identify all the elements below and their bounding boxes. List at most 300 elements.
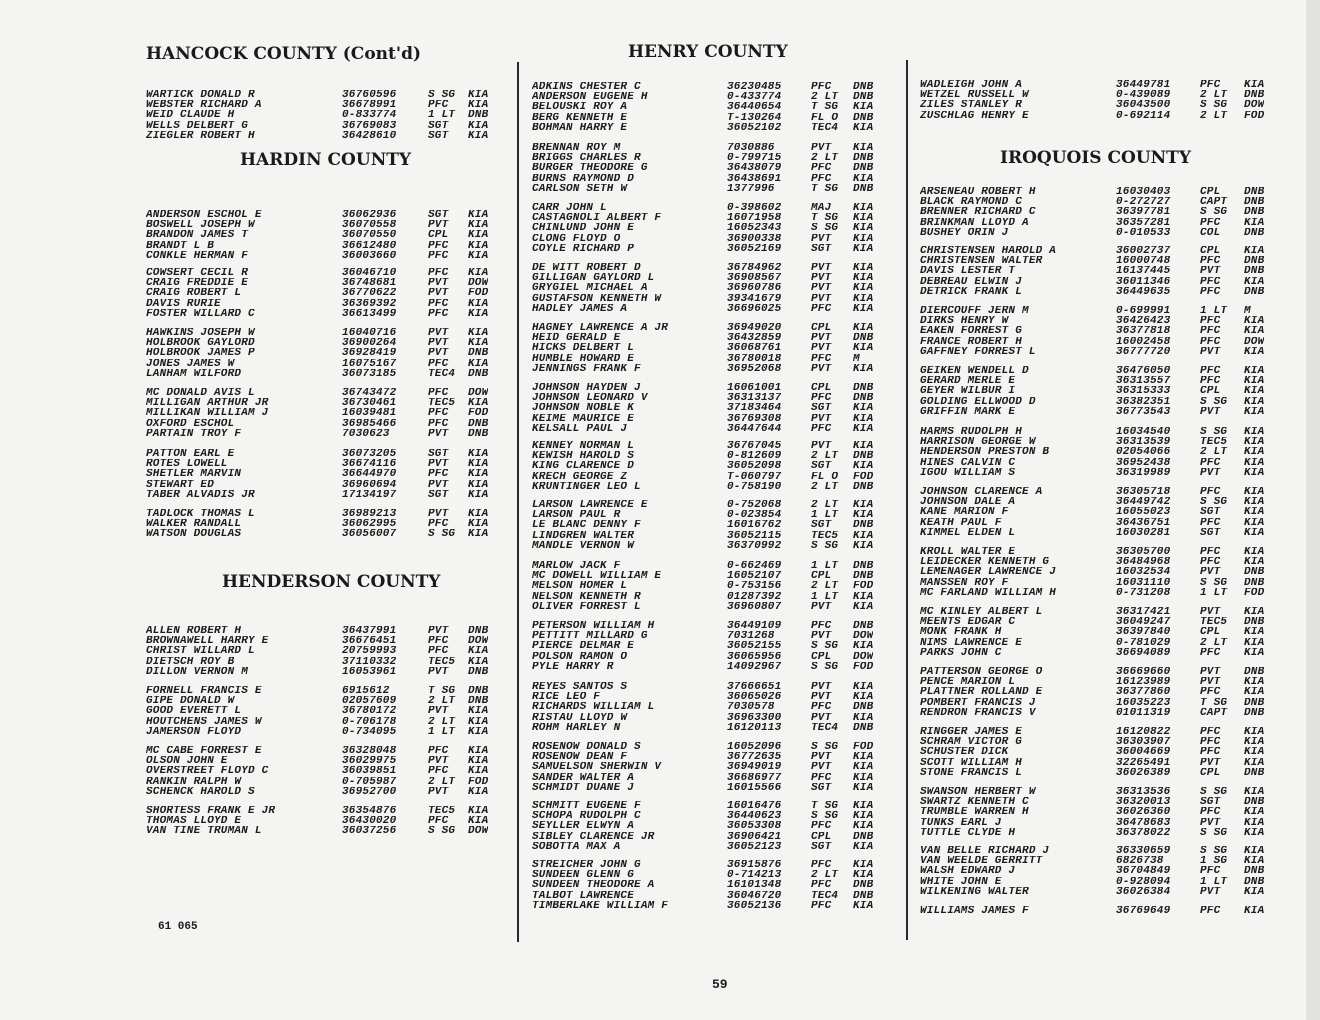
status-cell: KIA <box>1244 687 1265 698</box>
name-cell: SAMUELSON SHERWIN V <box>532 762 662 773</box>
casualty-row <box>532 631 873 641</box>
serial-cell: 36026384 <box>1116 886 1171 897</box>
serial-cell: 16016762 <box>727 520 782 531</box>
casualty-row <box>920 80 1264 90</box>
status-cell: DNB <box>853 153 874 164</box>
serial-cell: 36377860 <box>1116 687 1171 698</box>
casualty-row <box>532 143 873 153</box>
status-cell: DOW <box>1244 100 1265 111</box>
serial-cell: 0-705987 <box>342 776 397 787</box>
rank-cell: T SG <box>1200 697 1228 708</box>
rank-cell: 2 LT <box>1200 110 1228 121</box>
casualty-row <box>532 801 873 811</box>
rank-cell: TEC5 <box>428 806 456 817</box>
name-cell: SUNDEEN GLENN G <box>532 870 635 881</box>
name-cell: SCHOPA RUDOLPH C <box>532 811 641 822</box>
serial-cell: 36678991 <box>342 100 397 111</box>
rank-cell: PFC <box>428 308 449 319</box>
name-cell: DIETSCH ROY B <box>146 656 235 667</box>
casualty-group <box>532 203 873 254</box>
rank-cell: 1 LT <box>811 510 839 521</box>
rank-cell: PVT <box>811 263 832 274</box>
name-cell: REYES SANTOS S <box>532 682 628 693</box>
serial-cell: 37183464 <box>727 403 782 414</box>
rank-cell: PFC <box>428 358 449 369</box>
serial-cell: 0-272727 <box>1116 197 1171 208</box>
casualty-row <box>146 369 488 379</box>
name-cell: SWARTZ KENNETH C <box>920 797 1029 808</box>
status-cell: KIA <box>1244 807 1265 818</box>
serial-cell: 36065956 <box>727 651 782 662</box>
name-cell: PLATTNER ROLLAND E <box>920 687 1043 698</box>
name-cell: OLIVER FORREST L <box>532 601 641 612</box>
casualty-row <box>146 230 488 240</box>
casualty-row <box>532 891 873 901</box>
casualty-row <box>920 90 1264 100</box>
name-cell: WETZEL RUSSELL W <box>920 90 1029 101</box>
serial-cell: 01287392 <box>727 591 782 602</box>
serial-cell: 16035223 <box>1116 697 1171 708</box>
rank-cell: 2 LT <box>1200 90 1228 101</box>
status-cell: DNB <box>853 561 874 572</box>
serial-cell: 36438079 <box>727 163 782 174</box>
serial-cell: 36447644 <box>727 423 782 434</box>
status-cell: KIA <box>853 540 874 551</box>
rank-cell: 1 LT <box>811 591 839 602</box>
name-cell: RICHARDS WILLIAM L <box>532 702 655 713</box>
rank-cell: PFC <box>1200 737 1221 748</box>
status-cell: DNB <box>853 393 874 404</box>
name-cell: PYLE HARRY R <box>532 661 614 672</box>
casualty-row <box>146 509 488 519</box>
name-cell: KENNEY NORMAN L <box>532 441 635 452</box>
casualty-row <box>532 783 873 793</box>
serial-cell: 36052102 <box>727 122 782 133</box>
casualty-row <box>920 877 1264 887</box>
serial-cell: 36769649 <box>1116 906 1171 917</box>
serial-cell: 0-799715 <box>727 153 782 164</box>
serial-cell: 36370992 <box>727 540 782 551</box>
status-cell: KIA <box>853 860 874 871</box>
name-cell: ROSENOW DEAN F <box>532 752 628 763</box>
casualty-row <box>146 756 488 766</box>
casualty-row <box>146 398 488 408</box>
status-cell: KIA <box>1244 677 1265 688</box>
status-cell: KIA <box>1244 627 1265 638</box>
serial-cell: 16052343 <box>727 223 782 234</box>
status-cell: KIA <box>468 328 489 339</box>
name-cell: HADLEY JAMES A <box>532 303 628 314</box>
serial-cell: 36430020 <box>342 816 397 827</box>
status-cell: KIA <box>468 746 489 757</box>
casualty-row <box>532 860 873 870</box>
status-cell: DNB <box>1244 866 1265 877</box>
serial-cell: 36378022 <box>1116 827 1171 838</box>
rank-cell: PVT <box>1200 886 1221 897</box>
rank-cell: CPL <box>1200 767 1221 778</box>
name-cell: JENNINGS FRANK F <box>532 363 641 374</box>
rank-cell: S SG <box>811 811 839 822</box>
name-cell: DETRICK FRANK L <box>920 286 1023 297</box>
name-cell: BRENNER RICHARD C <box>920 207 1036 218</box>
rank-cell: PFC <box>1200 457 1221 468</box>
casualty-row <box>532 870 873 880</box>
casualty-row <box>920 617 1264 627</box>
rank-cell: 2 LT <box>811 451 839 462</box>
status-cell: KIA <box>1244 727 1265 738</box>
serial-cell: 36949019 <box>727 762 782 773</box>
name-cell: LARSON LAWRENCE E <box>532 500 648 511</box>
status-cell: KIA <box>468 240 489 251</box>
casualty-group <box>920 667 1264 718</box>
name-cell: GOOD EVERETT L <box>146 706 242 717</box>
rank-cell: 1 LT <box>1200 587 1228 598</box>
rank-cell: PFC <box>428 646 449 657</box>
rank-cell: PVT <box>811 143 832 154</box>
serial-cell: 0-734095 <box>342 726 397 737</box>
casualty-row <box>920 256 1264 266</box>
name-cell: SIBLEY CLARENCE JR <box>532 831 655 842</box>
name-cell: RANKIN RALPH W <box>146 776 242 787</box>
name-cell: ROTES LOWELL <box>146 459 228 470</box>
casualty-row <box>146 268 488 278</box>
rank-cell: PFC <box>428 250 449 261</box>
status-cell: KIA <box>468 268 489 279</box>
status-cell: KIA <box>1244 487 1265 498</box>
status-cell: KIA <box>1244 827 1265 838</box>
casualty-row <box>920 266 1264 276</box>
rank-cell: S SG <box>811 540 839 551</box>
casualty-row <box>532 652 873 662</box>
rank-cell: CPL <box>811 831 832 842</box>
rank-cell: PFC <box>1200 547 1221 558</box>
casualty-row <box>532 414 873 424</box>
serial-cell: 36070558 <box>342 220 397 231</box>
status-cell: KIA <box>853 461 874 472</box>
serial-cell: 36769308 <box>727 413 782 424</box>
casualty-row <box>920 518 1264 528</box>
rank-cell: PVT <box>428 756 449 767</box>
rank-cell: PFC <box>1200 256 1221 267</box>
rank-cell: 2 LT <box>811 481 839 492</box>
name-cell: MC CABE FORREST E <box>146 746 262 757</box>
rank-cell: 1 LT <box>811 561 839 572</box>
casualty-group <box>532 742 873 793</box>
rank-cell: FL O <box>811 112 839 123</box>
name-cell: ARSENEAU ROBERT H <box>920 187 1036 198</box>
casualty-row <box>532 561 873 571</box>
name-cell: JAMERSON FLOYD <box>146 726 242 737</box>
name-cell: MONK FRANK H <box>920 627 1002 638</box>
serial-cell: 16052107 <box>727 571 782 582</box>
casualty-row <box>920 218 1264 228</box>
rank-cell: PFC <box>811 772 832 783</box>
casualty-row <box>146 309 488 319</box>
casualty-row <box>532 821 873 831</box>
rank-cell: TEC4 <box>811 722 839 733</box>
status-cell: KIA <box>1244 557 1265 568</box>
status-cell: KIA <box>468 220 489 231</box>
rank-cell: S SG <box>1200 787 1228 798</box>
name-cell: WHITE JOHN E <box>920 876 1002 887</box>
serial-cell: 39341679 <box>727 293 782 304</box>
serial-cell: 36029975 <box>342 756 397 767</box>
name-cell: WATSON DOUGLAS <box>146 529 242 540</box>
status-cell: DNB <box>853 451 874 462</box>
status-cell: KIA <box>1244 326 1265 337</box>
column-divider <box>517 62 519 942</box>
name-cell: CHINLUND JOHN E <box>532 223 635 234</box>
name-cell: DAVIS LESTER T <box>920 266 1016 277</box>
serial-cell: 36767045 <box>727 441 782 452</box>
name-cell: CARR JOHN L <box>532 203 607 214</box>
name-cell: SHORTESS FRANK E JR <box>146 806 276 817</box>
casualty-row <box>532 752 873 762</box>
rank-cell: CPL <box>1200 386 1221 397</box>
name-cell: GRYGIEL MICHAEL A <box>532 283 648 294</box>
name-cell: KEIME MAURICE E <box>532 413 635 424</box>
rank-cell: SGT <box>428 130 449 141</box>
rank-cell: FL O <box>811 471 839 482</box>
name-cell: MILLIGAN ARTHUR JR <box>146 398 269 409</box>
name-cell: NIMS LAWRENCE E <box>920 637 1023 648</box>
status-cell: KIA <box>1244 437 1265 448</box>
casualty-row <box>532 263 873 273</box>
serial-cell: 36449781 <box>1116 80 1171 91</box>
serial-cell: 17134197 <box>342 489 397 500</box>
rank-cell: PFC <box>811 860 832 871</box>
status-cell: KIA <box>853 223 874 234</box>
serial-cell: 36963300 <box>727 712 782 723</box>
name-cell: BOHMAN HARRY E <box>532 122 628 133</box>
status-cell: DNB <box>1244 90 1265 101</box>
county-heading-hardin: HARDIN COUNTY <box>240 150 412 170</box>
casualty-row <box>146 419 488 429</box>
casualty-group <box>920 846 1264 897</box>
rank-cell: PFC <box>428 469 449 480</box>
serial-cell: 0-812609 <box>727 451 782 462</box>
name-cell: KROLL WALTER E <box>920 547 1016 558</box>
page-number: 59 <box>712 977 728 992</box>
status-cell: DNB <box>1244 207 1265 218</box>
rank-cell: 2 LT <box>1200 637 1228 648</box>
casualty-group <box>920 487 1264 538</box>
serial-cell: 36315333 <box>1116 386 1171 397</box>
name-cell: KRUNTINGER LEO L <box>532 481 641 492</box>
casualty-row <box>532 213 873 223</box>
casualty-row <box>532 403 873 413</box>
rank-cell: PVT <box>428 509 449 520</box>
status-cell: KIA <box>468 489 489 500</box>
status-cell: DOW <box>853 651 874 662</box>
name-cell: JOHNSON HAYDEN J <box>532 383 641 394</box>
serial-cell: 36320013 <box>1116 797 1171 808</box>
serial-cell: 36928419 <box>342 348 397 359</box>
status-cell: KIA <box>468 656 489 667</box>
status-cell: KIA <box>1244 906 1265 917</box>
rank-cell: 1 LT <box>428 110 456 121</box>
casualty-row <box>920 567 1264 577</box>
casualty-row <box>920 287 1264 297</box>
rank-cell: SGT <box>811 520 832 531</box>
casualty-row <box>920 797 1264 807</box>
status-cell: KIA <box>1244 886 1265 897</box>
name-cell: BRIGGS CHARLES R <box>532 153 641 164</box>
casualty-row <box>146 408 488 418</box>
name-cell: PARTAIN TROY F <box>146 428 242 439</box>
serial-cell: 36989213 <box>342 509 397 520</box>
name-cell: RINGGER JAMES E <box>920 727 1023 738</box>
status-cell: KIA <box>1244 856 1265 867</box>
rank-cell: S SG <box>428 826 456 837</box>
casualty-row <box>920 316 1264 326</box>
casualty-group <box>532 383 873 434</box>
name-cell: STEWART ED <box>146 479 215 490</box>
serial-cell: 36328048 <box>342 746 397 757</box>
serial-cell: 0-753156 <box>727 581 782 592</box>
status-cell: KIA <box>853 263 874 274</box>
name-cell: LEMENAGER LAWRENCE J <box>920 567 1057 578</box>
rank-cell: PFC <box>1200 687 1221 698</box>
status-cell: FOD <box>1244 110 1265 121</box>
name-cell: BURNS RAYMOND D <box>532 173 635 184</box>
casualty-row <box>920 607 1264 617</box>
name-cell: KEWISH HAROLD S <box>532 451 635 462</box>
rank-cell: PFC <box>1200 517 1221 528</box>
status-cell: KIA <box>853 293 874 304</box>
serial-cell: 36952438 <box>1116 457 1171 468</box>
name-cell: HARRISON GEORGE W <box>920 437 1036 448</box>
name-cell: WILLIAMS JAMES F <box>920 906 1029 917</box>
status-cell: KIA <box>468 786 489 797</box>
serial-cell: 36780018 <box>727 353 782 364</box>
status-cell: KIA <box>1244 366 1265 377</box>
rank-cell: PVT <box>811 631 832 642</box>
name-cell: MANDLE VERNON W <box>532 540 635 551</box>
serial-cell: 36046710 <box>342 268 397 279</box>
casualty-row <box>920 337 1264 347</box>
name-cell: HAWKINS JOSEPH W <box>146 328 255 339</box>
serial-cell: 16032534 <box>1116 567 1171 578</box>
status-cell: KIA <box>468 509 489 520</box>
casualty-group <box>532 621 873 672</box>
rank-cell: PVT <box>811 762 832 773</box>
name-cell: POMBERT FRANCIS J <box>920 697 1036 708</box>
status-cell: DNB <box>468 368 489 379</box>
rank-cell: SGT <box>428 120 449 131</box>
status-cell: DNB <box>1244 286 1265 297</box>
rank-cell: CPL <box>811 383 832 394</box>
name-cell: CHRIST WILLARD L <box>146 646 255 657</box>
casualty-row <box>532 273 873 283</box>
serial-cell: 36438691 <box>727 173 782 184</box>
casualty-row <box>532 364 873 374</box>
status-cell: KIA <box>468 806 489 817</box>
casualty-row <box>920 906 1264 916</box>
casualty-row <box>920 407 1264 417</box>
casualty-row <box>920 856 1264 866</box>
serial-cell: 36612480 <box>342 240 397 251</box>
rank-cell: PVT <box>811 752 832 763</box>
serial-cell: 16055023 <box>1116 507 1171 518</box>
rank-cell: PFC <box>1200 376 1221 387</box>
status-cell: DNB <box>468 696 489 707</box>
status-cell: KIA <box>853 102 874 113</box>
name-cell: TIMBERLAKE WILLIAM F <box>532 900 669 911</box>
name-cell: PARKS JOHN C <box>920 647 1002 658</box>
casualty-row <box>920 376 1264 386</box>
status-cell: KIA <box>1244 276 1265 287</box>
status-cell: KIA <box>1244 447 1265 458</box>
casualty-group <box>920 80 1264 121</box>
rank-cell: PVT <box>1200 817 1221 828</box>
rank-cell: 2 LT <box>811 153 839 164</box>
serial-cell: 16016476 <box>727 801 782 812</box>
name-cell: OVERSTREET FLOYD C <box>146 766 269 777</box>
rank-cell: PVT <box>428 220 449 231</box>
status-cell: DOW <box>468 636 489 647</box>
serial-cell: 16000748 <box>1116 256 1171 267</box>
rank-cell: PVT <box>428 348 449 359</box>
rank-cell: PVT <box>1200 467 1221 478</box>
rank-cell: 2 LT <box>811 500 839 511</box>
casualty-row <box>532 203 873 213</box>
serial-cell: 36686977 <box>727 772 782 783</box>
serial-cell: 0-662469 <box>727 561 782 572</box>
serial-cell: 36052136 <box>727 900 782 911</box>
name-cell: MARLOW JACK F <box>532 561 621 572</box>
rank-cell: PFC <box>811 82 832 93</box>
casualty-group <box>532 441 873 492</box>
rank-cell: 2 LT <box>811 581 839 592</box>
rank-cell: PVT <box>811 343 832 354</box>
name-cell: FOSTER WILLARD C <box>146 308 255 319</box>
name-cell: MILLIKAN WILLIAM J <box>146 408 269 419</box>
serial-cell: 0-833774 <box>342 110 397 121</box>
status-cell: KIA <box>468 120 489 131</box>
serial-cell: 16120822 <box>1116 727 1171 738</box>
casualty-row <box>920 100 1264 110</box>
casualty-row <box>532 441 873 451</box>
serial-cell: 36674116 <box>342 459 397 470</box>
name-cell: ANDERSON ESCHOL E <box>146 210 262 221</box>
name-cell: BERG KENNETH E <box>532 112 628 123</box>
status-cell: KIA <box>468 766 489 777</box>
serial-cell: 16137445 <box>1116 266 1171 277</box>
casualty-row <box>532 223 873 233</box>
serial-cell: 16039481 <box>342 408 397 419</box>
casualty-row <box>532 333 873 343</box>
casualty-row <box>146 727 488 737</box>
rank-cell: S SG <box>1200 207 1228 218</box>
serial-cell: 0-758190 <box>727 481 782 492</box>
status-cell: KIA <box>1244 467 1265 478</box>
rank-cell: PFC <box>1200 866 1221 877</box>
status-cell: FOD <box>853 581 874 592</box>
status-cell: KIA <box>468 726 489 737</box>
rank-cell: PFC <box>1200 557 1221 568</box>
casualty-group <box>920 607 1264 658</box>
rank-cell: TEC5 <box>428 398 456 409</box>
status-cell: KIA <box>1244 386 1265 397</box>
status-cell: KIA <box>468 338 489 349</box>
casualty-row <box>920 866 1264 876</box>
status-cell: DNB <box>468 110 489 121</box>
status-cell: DNB <box>853 183 874 194</box>
serial-cell: 36053308 <box>727 821 782 832</box>
serial-cell: 0-699991 <box>1116 306 1171 317</box>
rank-cell: PVT <box>428 479 449 490</box>
